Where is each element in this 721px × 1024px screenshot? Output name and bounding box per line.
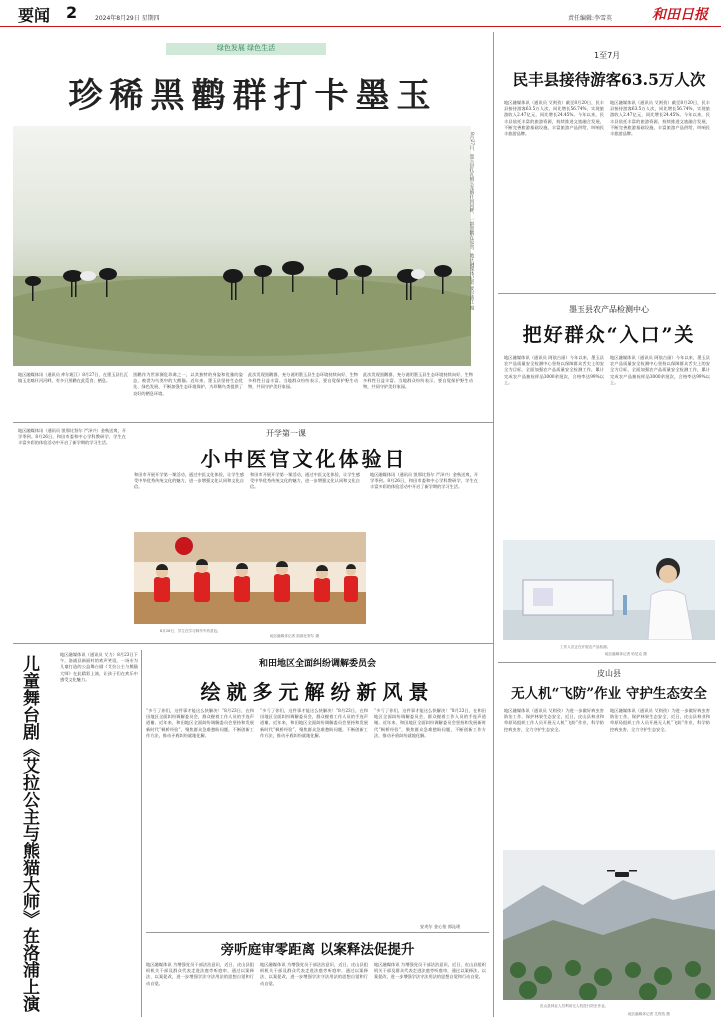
story4-col3: 和田市开展开学第一课活动，通过中医文化体验，让学生感受中华优秀传统文化的魅力，进一步增强文化认同和文化自信。 [250, 472, 360, 490]
vertical-divider [141, 650, 142, 1017]
lab-technician-photo [503, 540, 715, 640]
story2-col2: 地区融媒体讯（通讯员 艾则孜）截至8月20日，民丰县接待游客63.5万人次，同比增长56.74%，实现旅游收入2.47亿元，同比增长24.45%。今年以来，民丰县依托丰富的旅游资源，持续推进文旅融合发展，不断完善旅游基础设施，丰富旅游产品供给，叫响民丰旅游品牌。 [610, 100, 710, 137]
story2-kicker: 1至7月 [594, 51, 621, 60]
story8-caption: 皮山县林业人员利用无人机进行防虫作业。 [540, 1004, 609, 1008]
story4-col1: 地区融媒体讯（通讯员 凯那比努尔 严泽兴）金秋送爽，开学季到。8月26日，和田市委和中心学科教研学，学生在丰富多彩的体验活动中开启了新学期的学习生活。 [18, 428, 126, 446]
lab-technician-image [503, 540, 715, 640]
story4-caption: 8月26日，学生在学习制作中药香包。 [160, 629, 221, 633]
story7-headline: 旁听庭审零距离 以案释法促提升 [220, 942, 415, 958]
story1-caption: 8月27日，墨玉县扎瓦镇玉龙喀什河河畔，一群黑鹳在觅食。 [469, 132, 474, 254]
page-number: 2 [66, 3, 78, 22]
story1-vertical-caption [468, 132, 474, 362]
black-stork-photo [13, 126, 471, 366]
story8-kicker: 皮山县 [597, 669, 621, 678]
story1-col1: 地区融媒体讯（通讯员 库尔班江）8月27日，在墨玉县扎瓦镇玉龙喀什河河畔，有多只黑鹳在此觅食、栖息。 [18, 372, 128, 384]
story4-col4: 地区融媒体讯（通讯员 凯那比努尔 严泽兴）金秋送爽，开学季到。8月26日，和田市委和中心学科教研学，学生在丰富多彩的体验活动中开启了新学期的学习生活。 [370, 472, 478, 490]
story5-col1: “多亏了你们，这件事才能这么快解决！”8月23日，在和田地区全面纠纷调解委员会，群众握着工作人员的手连声道谢。近年来，和田地区全面纠纷调解委员会坚持和发展新时代“枫桥经验”，聚焦群众急难愁盼问题，不断创新工作方法，推动矛盾纠纷就地化解。 [146, 708, 254, 738]
story7-col3: 地区融媒体讯 为增强党员干部法治意识，近日，皮山县组织机关干部及群众代表走进法庭旁听庭审，通过以案释法、以案促改，进一步增强学法守法用法的思想自觉和行动自觉。 [374, 962, 486, 980]
drone-photo [503, 850, 715, 1000]
story3-photo-credit: 地区融媒体记者 哈尼克 摄 [605, 652, 647, 656]
story4-col2: 和田市开展开学第一课活动，通过中医文化体验，让学生感受中华优秀传统文化的魅力，进一步增强文化认同和文化自信。 [134, 472, 244, 490]
story1-headline: 珍稀黑鹳群打卡墨玉 [68, 76, 438, 116]
story3-kicker: 墨玉县农产品检测中心 [569, 305, 649, 314]
black-stork-image [13, 126, 471, 366]
story7-col1: 地区融媒体讯 为增强党员干部法治意识，近日，皮山县组织机关干部及群众代表走进法庭旁听庭审，通过以案释法、以案促改，进一步增强学法守法用法的思想自觉和行动自觉。 [146, 962, 254, 986]
drone-image [503, 850, 715, 1000]
story1-col4: 此次发现黑鹳群，充分说明墨玉县生态环境持续向好，生物多样性日益丰富。当地群众纷纷表示，要自觉保护野生动物，共同守护美好家园。 [363, 372, 473, 390]
story8-col2: 地区融媒体讯（通讯员 艾则孜）为进一步做好病虫害防治工作，保护林果生态安全，近日，皮山县林业和草原局组织工作人员开展无人机“飞防”作业，科学防控病虫害，全力守护生态安全。 [610, 708, 710, 732]
story2-col1: 地区融媒体讯（通讯员 艾则孜）截至8月20日，民丰县接待游客63.5万人次，同比增长56.74%，实现旅游收入2.47亿元，同比增长24.45%。今年以来，民丰县依托丰富的旅游资源，持续推进文旅融合发展，不断完善旅游基础设施，丰富旅游产品供给，叫响民丰旅游品牌。 [504, 100, 604, 137]
story5-author: 安麦尔 金心怡 郭沁瑶 [420, 924, 461, 929]
divider [498, 662, 716, 663]
story3-col2: 地区融媒体讯（通讯员 阿依古丽）今年以来，墨玉县农产品质量安全检测中心坚持以保障群众舌尖上的安全为目标，全面加强农产品质量安全检测工作，累计完成农产品抽检样品3000余批次，合格率达99%以上。 [610, 355, 710, 385]
divider [146, 932, 489, 933]
story1-photo-credit: 地区融媒体记者 麦尔旅江 摄 [469, 253, 474, 310]
tcm-class-image [134, 532, 366, 624]
issue-date: 2024年8月29日 星期四 [95, 15, 160, 22]
story6-vertical-headline: 儿童舞台剧《艾拉公主与熊猫大师》在洛浦上演 [19, 655, 39, 1012]
story4-kicker: 开学第一课 [266, 429, 306, 438]
story2-headline: 民丰县接待游客63.5万人次 [512, 70, 706, 89]
story8-photo-credit: 地区融媒体记者 艾则孜 摄 [628, 1012, 670, 1016]
story4-photo-credit: 地区融媒体记者 凯那比努尔 摄 [270, 634, 320, 638]
green-band: 绿色发展 绿色生活 [166, 43, 326, 55]
story6-col1: 地区融媒体讯（通讯员 艾力）8月23日下午，洛浦县新丽村的欢声笑语，一场专为儿童打造的公益舞台剧《艾拉公主与熊猫大师》在此精彩上演，让孩子们在欢乐中感受文化魅力。 [60, 652, 138, 682]
story8-col1: 地区融媒体讯（通讯员 艾则孜）为进一步做好病虫害防治工作，保护林果生态安全，近日，皮山县林业和草原局组织工作人员开展无人机“飞防”作业，科学防控病虫害，全力守护生态安全。 [504, 708, 604, 732]
tcm-class-photo [134, 532, 366, 624]
divider [498, 293, 716, 294]
story8-headline: 无人机“飞防”作业 守护生态安全 [511, 686, 707, 702]
masthead [0, 0, 721, 27]
story5-col3: “多亏了你们，这件事才能这么快解决！”8月23日，在和田地区全面纠纷调解委员会，群众握着工作人员的手连声道谢。近年来，和田地区全面纠纷调解委员会坚持和发展新时代“枫桥经验”，聚焦群众急难愁盼问题，不断创新工作方法，推动矛盾纠纷就地化解。 [374, 708, 486, 738]
story3-caption: 工作人员正在开展农产品检测。 [560, 645, 611, 649]
divider [13, 643, 493, 644]
vertical-divider [493, 32, 494, 1017]
story7-col2: 地区融媒体讯 为增强党员干部法治意识，近日，皮山县组织机关干部及群众代表走进法庭旁听庭审，通过以案释法、以案促改，进一步增强学法守法用法的思想自觉和行动自觉。 [260, 962, 368, 986]
story5-kicker: 和田地区全面纠纷调解委员会 [258, 659, 376, 669]
story3-headline: 把好群众“入口”关 [522, 324, 696, 346]
story1-col3: 此次发现黑鹳群，充分说明墨玉县生态环境持续向好，生物多样性日益丰富。当地群众纷纷表示，要自觉保护野生动物，共同守护美好家园。 [248, 372, 358, 390]
story3-col1: 地区融媒体讯（通讯员 阿依古丽）今年以来，墨玉县农产品质量安全检测中心坚持以保障群众舌尖上的安全为目标，全面加强农产品质量安全检测工作，累计完成农产品抽检样品3000余批次，合格率达99%以上。 [504, 355, 604, 385]
section-title: 要闻 [18, 6, 51, 25]
story4-headline: 小中医官文化体验日 [200, 447, 408, 471]
editor-credit: 责任编辑:李雪英 [568, 15, 613, 22]
newspaper-logo: 和田日报 [652, 7, 708, 23]
story1-col2: 黑鹳作为世界濒危珍禽之一，以其独特的身姿和优雅的姿态，被誉为鸟类中的大熊猫。近年来，墨玉县坚持生态优先、绿色发展，不断加强生态环境保护，为珍稀鸟类提供了良好的栖息环境。 [133, 372, 243, 396]
story5-headline: 绘就多元解纷新风景 [200, 680, 435, 704]
story5-col2: “多亏了你们，这件事才能这么快解决！”8月23日，在和田地区全面纠纷调解委员会，群众握着工作人员的手连声道谢。近年来，和田地区全面纠纷调解委员会坚持和发展新时代“枫桥经验”，聚焦群众急难愁盼问题，不断创新工作方法，推动矛盾纠纷就地化解。 [260, 708, 368, 738]
divider [13, 422, 493, 423]
